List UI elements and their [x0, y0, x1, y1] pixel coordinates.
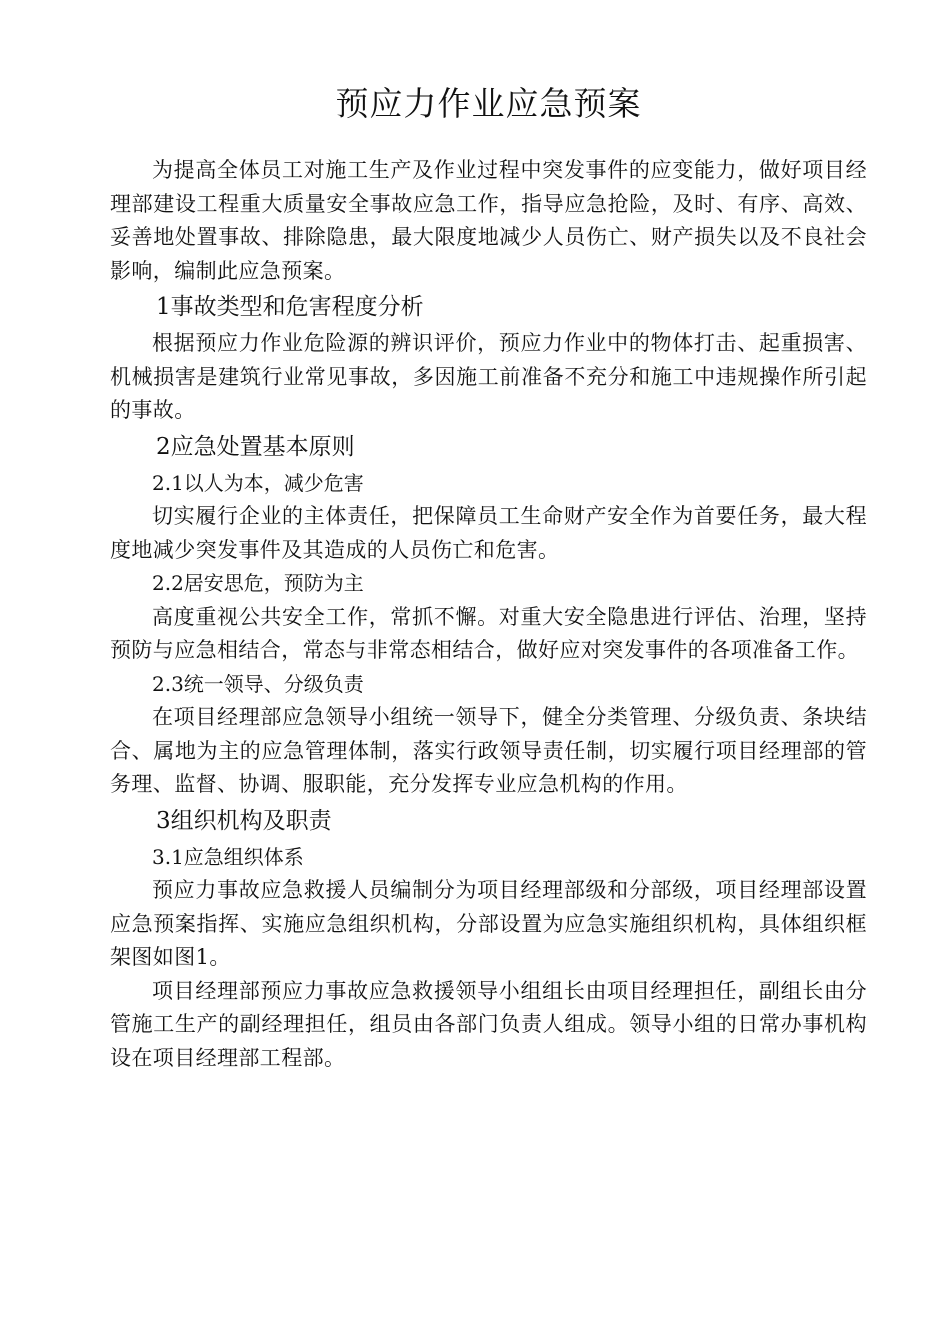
section-2-2-paragraph: 高度重视公共安全工作，常抓不懈。对重大安全隐患进行评估、治理，坚持预防与应急相结合，常态与非常态相结合，做好应对突发事件的各项准备工作。: [110, 604, 867, 662]
section-3-1-paragraph-2: 项目经理部预应力事故应急救援领导小组组长由项目经理担任，副组长由分管施工生产的副经理担任，组员由各部门负责人组成。领导小组的日常办事机构设在项目经理部工程部。: [110, 978, 867, 1070]
intro-paragraph: 为提高全体员工对施工生产及作业过程中突发事件的应变能力，做好项目经理部建设工程重大质量安全事故应急工作，指导应急抢险，及时、有序、高效、妥善地处置事故、排除隐患，最大限度地减少人员伤亡、财产损失以及不良社会影响，编制此应急预案。: [110, 158, 867, 283]
section-3-heading: 3组织机构及职责: [156, 807, 332, 834]
section-1-heading: 1事故类型和危害程度分析: [156, 294, 424, 320]
section-2-1-heading: 2.1以人为本，减少危害: [152, 470, 364, 495]
section-2-2-heading: 2.2居安思危，预防为主: [152, 571, 364, 595]
section-1-paragraph: 根据预应力作业危险源的辨识评价，预应力作业中的物体打击、起重损害、机械损害是建筑行业常见事故，多因施工前准备不充分和施工中违规操作所引起的事故。: [110, 331, 867, 422]
section-2-1-paragraph: 切实履行企业的主体责任，把保障员工生命财产安全作为首要任务，最大程度地减少突发事件及其造成的人员伤亡和危害。: [110, 504, 867, 562]
section-3-1-heading: 3.1应急组织体系: [152, 844, 304, 869]
section-2-3-heading: 2.3统一领导、分级负责: [152, 671, 364, 696]
document-title: 预应力作业应急预案: [335, 84, 642, 123]
section-2-3-paragraph: 在项目经理部应急领导小组统一领导下，健全分类管理、分级负责、条块结合、属地为主的应急管理体制，落实行政领导责任制，切实履行项目经理部的管务理、监督、协调、服职能，充分发挥专业应急机构的作用。: [110, 705, 867, 796]
document-body: [110, 154, 867, 1075]
section-2-heading: 2应急处置基本原则: [156, 433, 355, 460]
section-3-1-paragraph-1: 预应力事故应急救援人员编制分为项目经理部级和分部级，项目经理部设置应急预案指挥、实施应急组织机构，分部设置为应急实施组织机构，具体组织框架图如图1。: [110, 878, 867, 969]
